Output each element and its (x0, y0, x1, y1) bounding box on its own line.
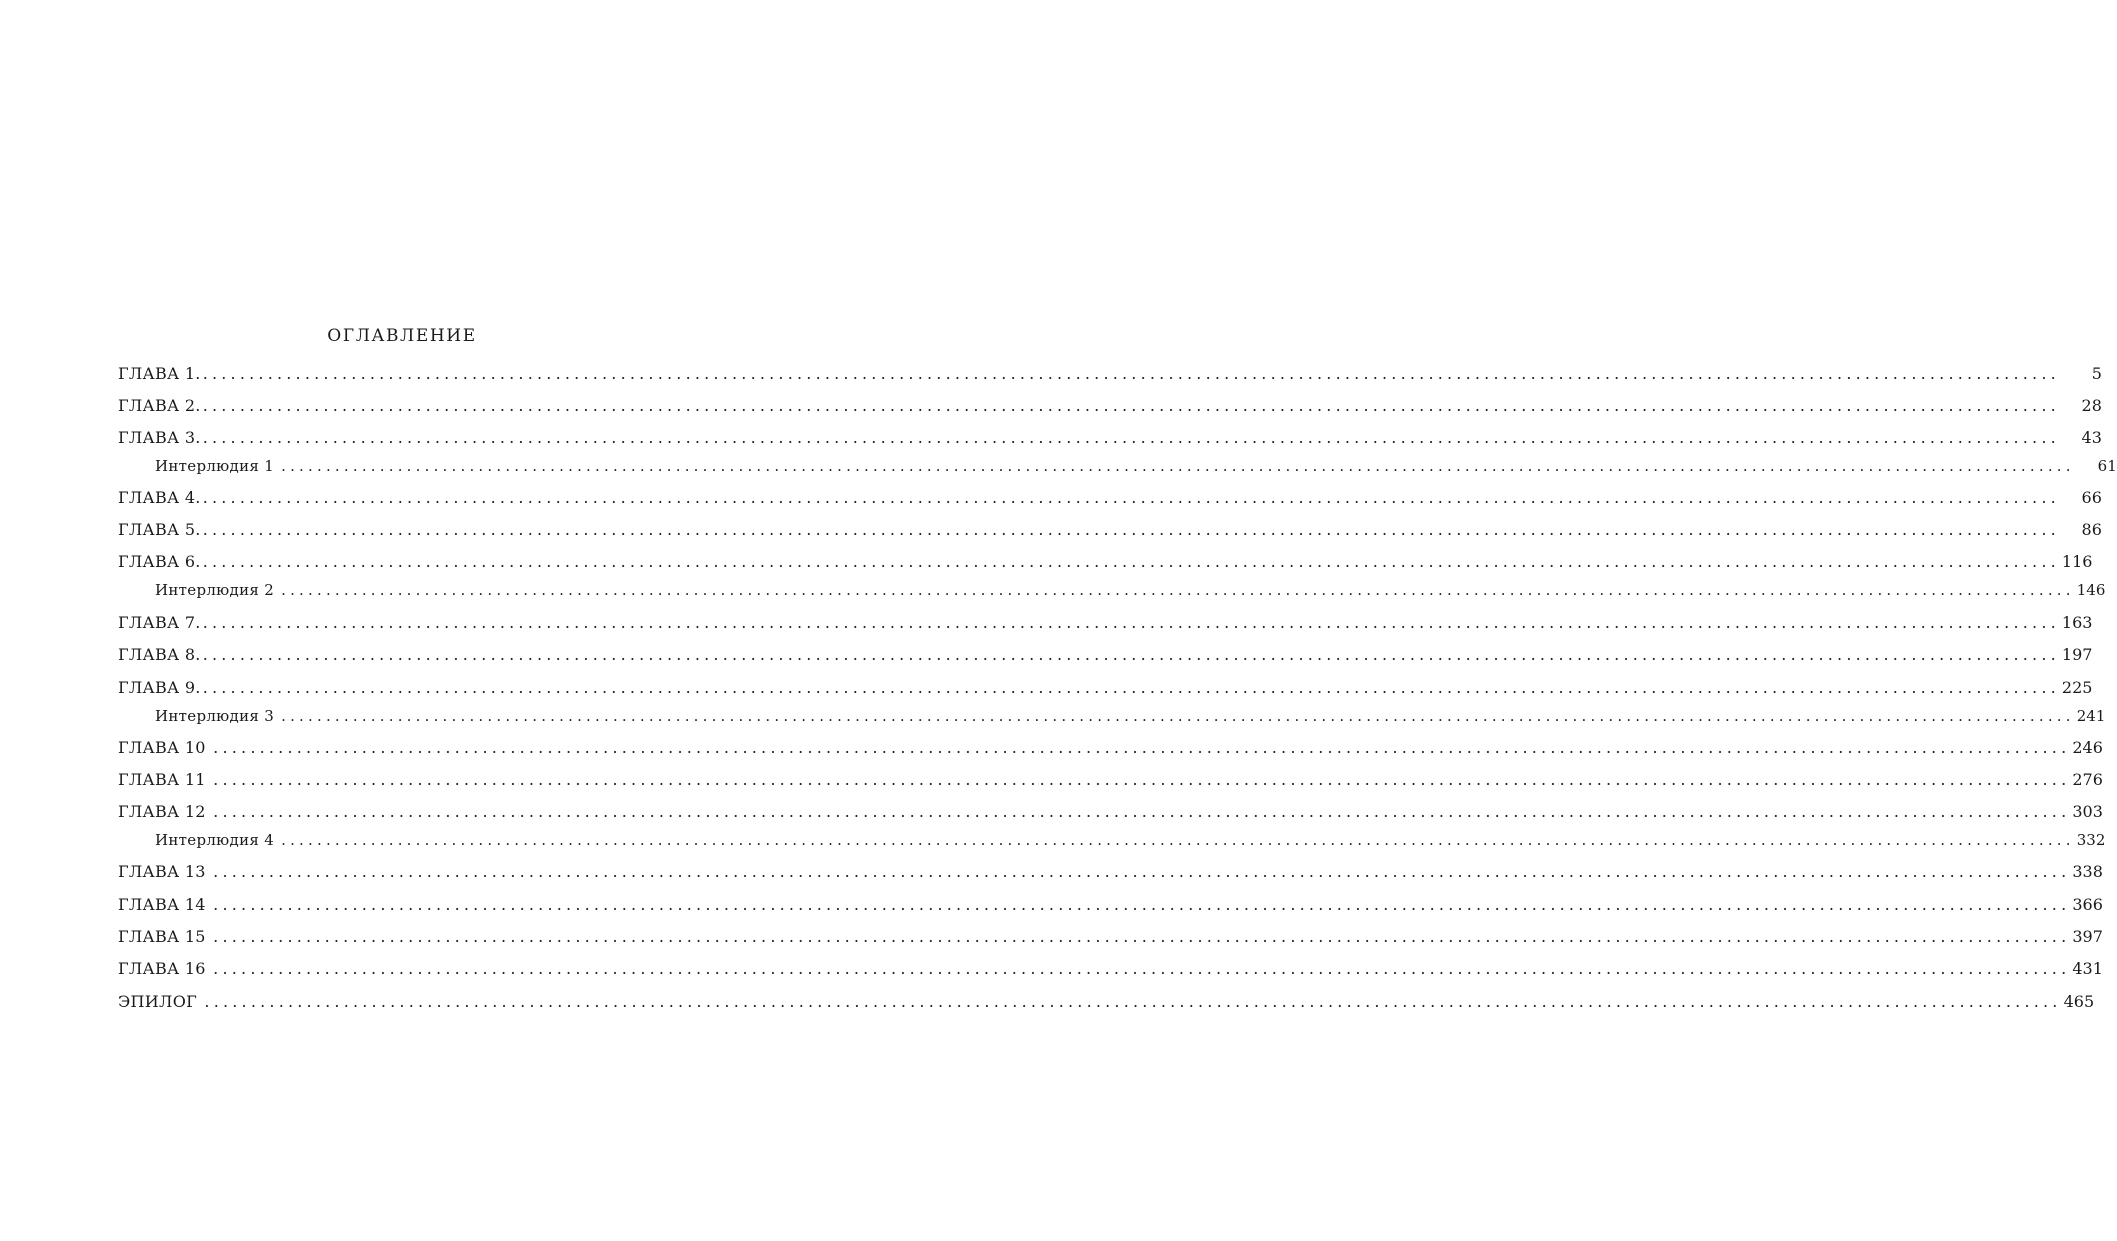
dot-leader: ........................................................................................................................................................................................................ (213, 927, 2071, 946)
entry-page: 86 (2081, 520, 2102, 539)
entry-label: Интерлюдия 3 (155, 707, 280, 725)
entry-label: ГЛАВА 8. (118, 645, 201, 664)
entry-label: ГЛАВА 15 (118, 927, 212, 946)
dot-leader: ........................................................................................................................................................................................................ (202, 613, 2060, 632)
dot-leader: ........................................................................................................................................................................................................ (281, 457, 2075, 475)
entry-page: 397 (2072, 927, 2103, 946)
entry-page: 43 (2081, 428, 2102, 447)
toc-entry (118, 734, 2103, 762)
dot-leader: ........................................................................................................................................................................................................ (202, 364, 2060, 383)
entry-label: Интерлюдия 2 (155, 581, 280, 599)
entry-page: 116 (2061, 552, 2093, 571)
dot-leader: ........................................................................................................................................................................................................ (202, 428, 2060, 447)
toc-subentry (155, 702, 2106, 730)
entry-label: ГЛАВА 9. (118, 678, 201, 697)
dot-leader: ........................................................................................................................................................................................................ (281, 831, 2075, 849)
dot-leader: ........................................................................................................................................................................................................ (213, 802, 2071, 821)
entry-label: ГЛАВА 2. (118, 396, 201, 415)
toc-entry (118, 766, 2103, 794)
toc-title: ОГЛАВЛЕНИЕ (327, 326, 477, 346)
entry-page: 66 (2081, 488, 2102, 507)
dot-leader: ........................................................................................................................................................................................................ (213, 862, 2071, 881)
entry-label: ГЛАВА 5. (118, 520, 201, 539)
toc-entry (118, 516, 2102, 544)
toc-entry (118, 392, 2102, 420)
entry-label: ГЛАВА 4. (118, 488, 201, 507)
dot-leader: ........................................................................................................................................................................................................ (281, 707, 2075, 725)
entry-label: ГЛАВА 13 (118, 862, 212, 881)
entry-label: ГЛАВА 12 (118, 802, 212, 821)
entry-label: ЭПИЛОГ (118, 992, 203, 1011)
toc-entry (118, 798, 2103, 826)
toc-entry (118, 891, 2103, 919)
entry-page: 465 (2063, 992, 2095, 1011)
dot-leader: ........................................................................................................................................................................................................ (213, 895, 2071, 914)
dot-leader: ........................................................................................................................................................................................................ (213, 738, 2071, 757)
dot-leader: ........................................................................................................................................................................................................ (202, 645, 2060, 664)
entry-page: 225 (2061, 678, 2093, 697)
entry-label: ГЛАВА 14 (118, 895, 212, 914)
toc-entry (118, 424, 2102, 452)
toc-entry (118, 955, 2103, 983)
entry-label: Интерлюдия 1 (155, 457, 280, 475)
entry-page: 338 (2072, 862, 2103, 881)
toc-subentry (155, 826, 2106, 854)
toc-entry (118, 609, 2093, 637)
toc-subentry (155, 576, 2106, 604)
entry-page: 5 (2091, 364, 2102, 383)
dot-leader: ........................................................................................................................................................................................................ (213, 770, 2071, 789)
entry-label: ГЛАВА 11 (118, 770, 212, 789)
dot-leader: ........................................................................................................................................................................................................ (281, 581, 2075, 599)
entry-page: 366 (2072, 895, 2103, 914)
toc-entry (118, 988, 2095, 1016)
toc-entry (118, 548, 2093, 576)
entry-page: 332 (2076, 831, 2106, 849)
entry-page: 197 (2061, 645, 2093, 664)
dot-leader: ........................................................................................................................................................................................................ (202, 488, 2060, 507)
dot-leader: ........................................................................................................................................................................................................ (213, 959, 2071, 978)
toc-entry (118, 674, 2093, 702)
entry-page: 163 (2061, 613, 2093, 632)
toc-entry (118, 484, 2102, 512)
entry-label: ГЛАВА 1. (118, 364, 201, 383)
dot-leader: ........................................................................................................................................................................................................ (202, 552, 2060, 571)
toc-entry (118, 858, 2103, 886)
toc-entry (118, 923, 2103, 951)
dot-leader: ........................................................................................................................................................................................................ (202, 678, 2060, 697)
toc-subentry (155, 452, 2117, 480)
entry-page: 61 (2097, 457, 2117, 475)
toc-entry (118, 641, 2093, 669)
dot-leader: ........................................................................................................................................................................................................ (204, 992, 2062, 1011)
entry-label: ГЛАВА 16 (118, 959, 212, 978)
entry-label: ГЛАВА 6. (118, 552, 201, 571)
dot-leader: ........................................................................................................................................................................................................ (202, 520, 2060, 539)
entry-label: Интерлюдия 4 (155, 831, 280, 849)
toc-entry (118, 360, 2102, 388)
entry-page: 431 (2072, 959, 2103, 978)
entry-page: 303 (2072, 802, 2103, 821)
entry-page: 146 (2076, 581, 2106, 599)
entry-label: ГЛАВА 10 (118, 738, 212, 757)
entry-page: 276 (2072, 770, 2103, 789)
entry-label: ГЛАВА 3. (118, 428, 201, 447)
entry-page: 28 (2081, 396, 2102, 415)
entry-page: 246 (2072, 738, 2103, 757)
entry-page: 241 (2076, 707, 2106, 725)
dot-leader: ........................................................................................................................................................................................................ (202, 396, 2060, 415)
entry-label: ГЛАВА 7. (118, 613, 201, 632)
